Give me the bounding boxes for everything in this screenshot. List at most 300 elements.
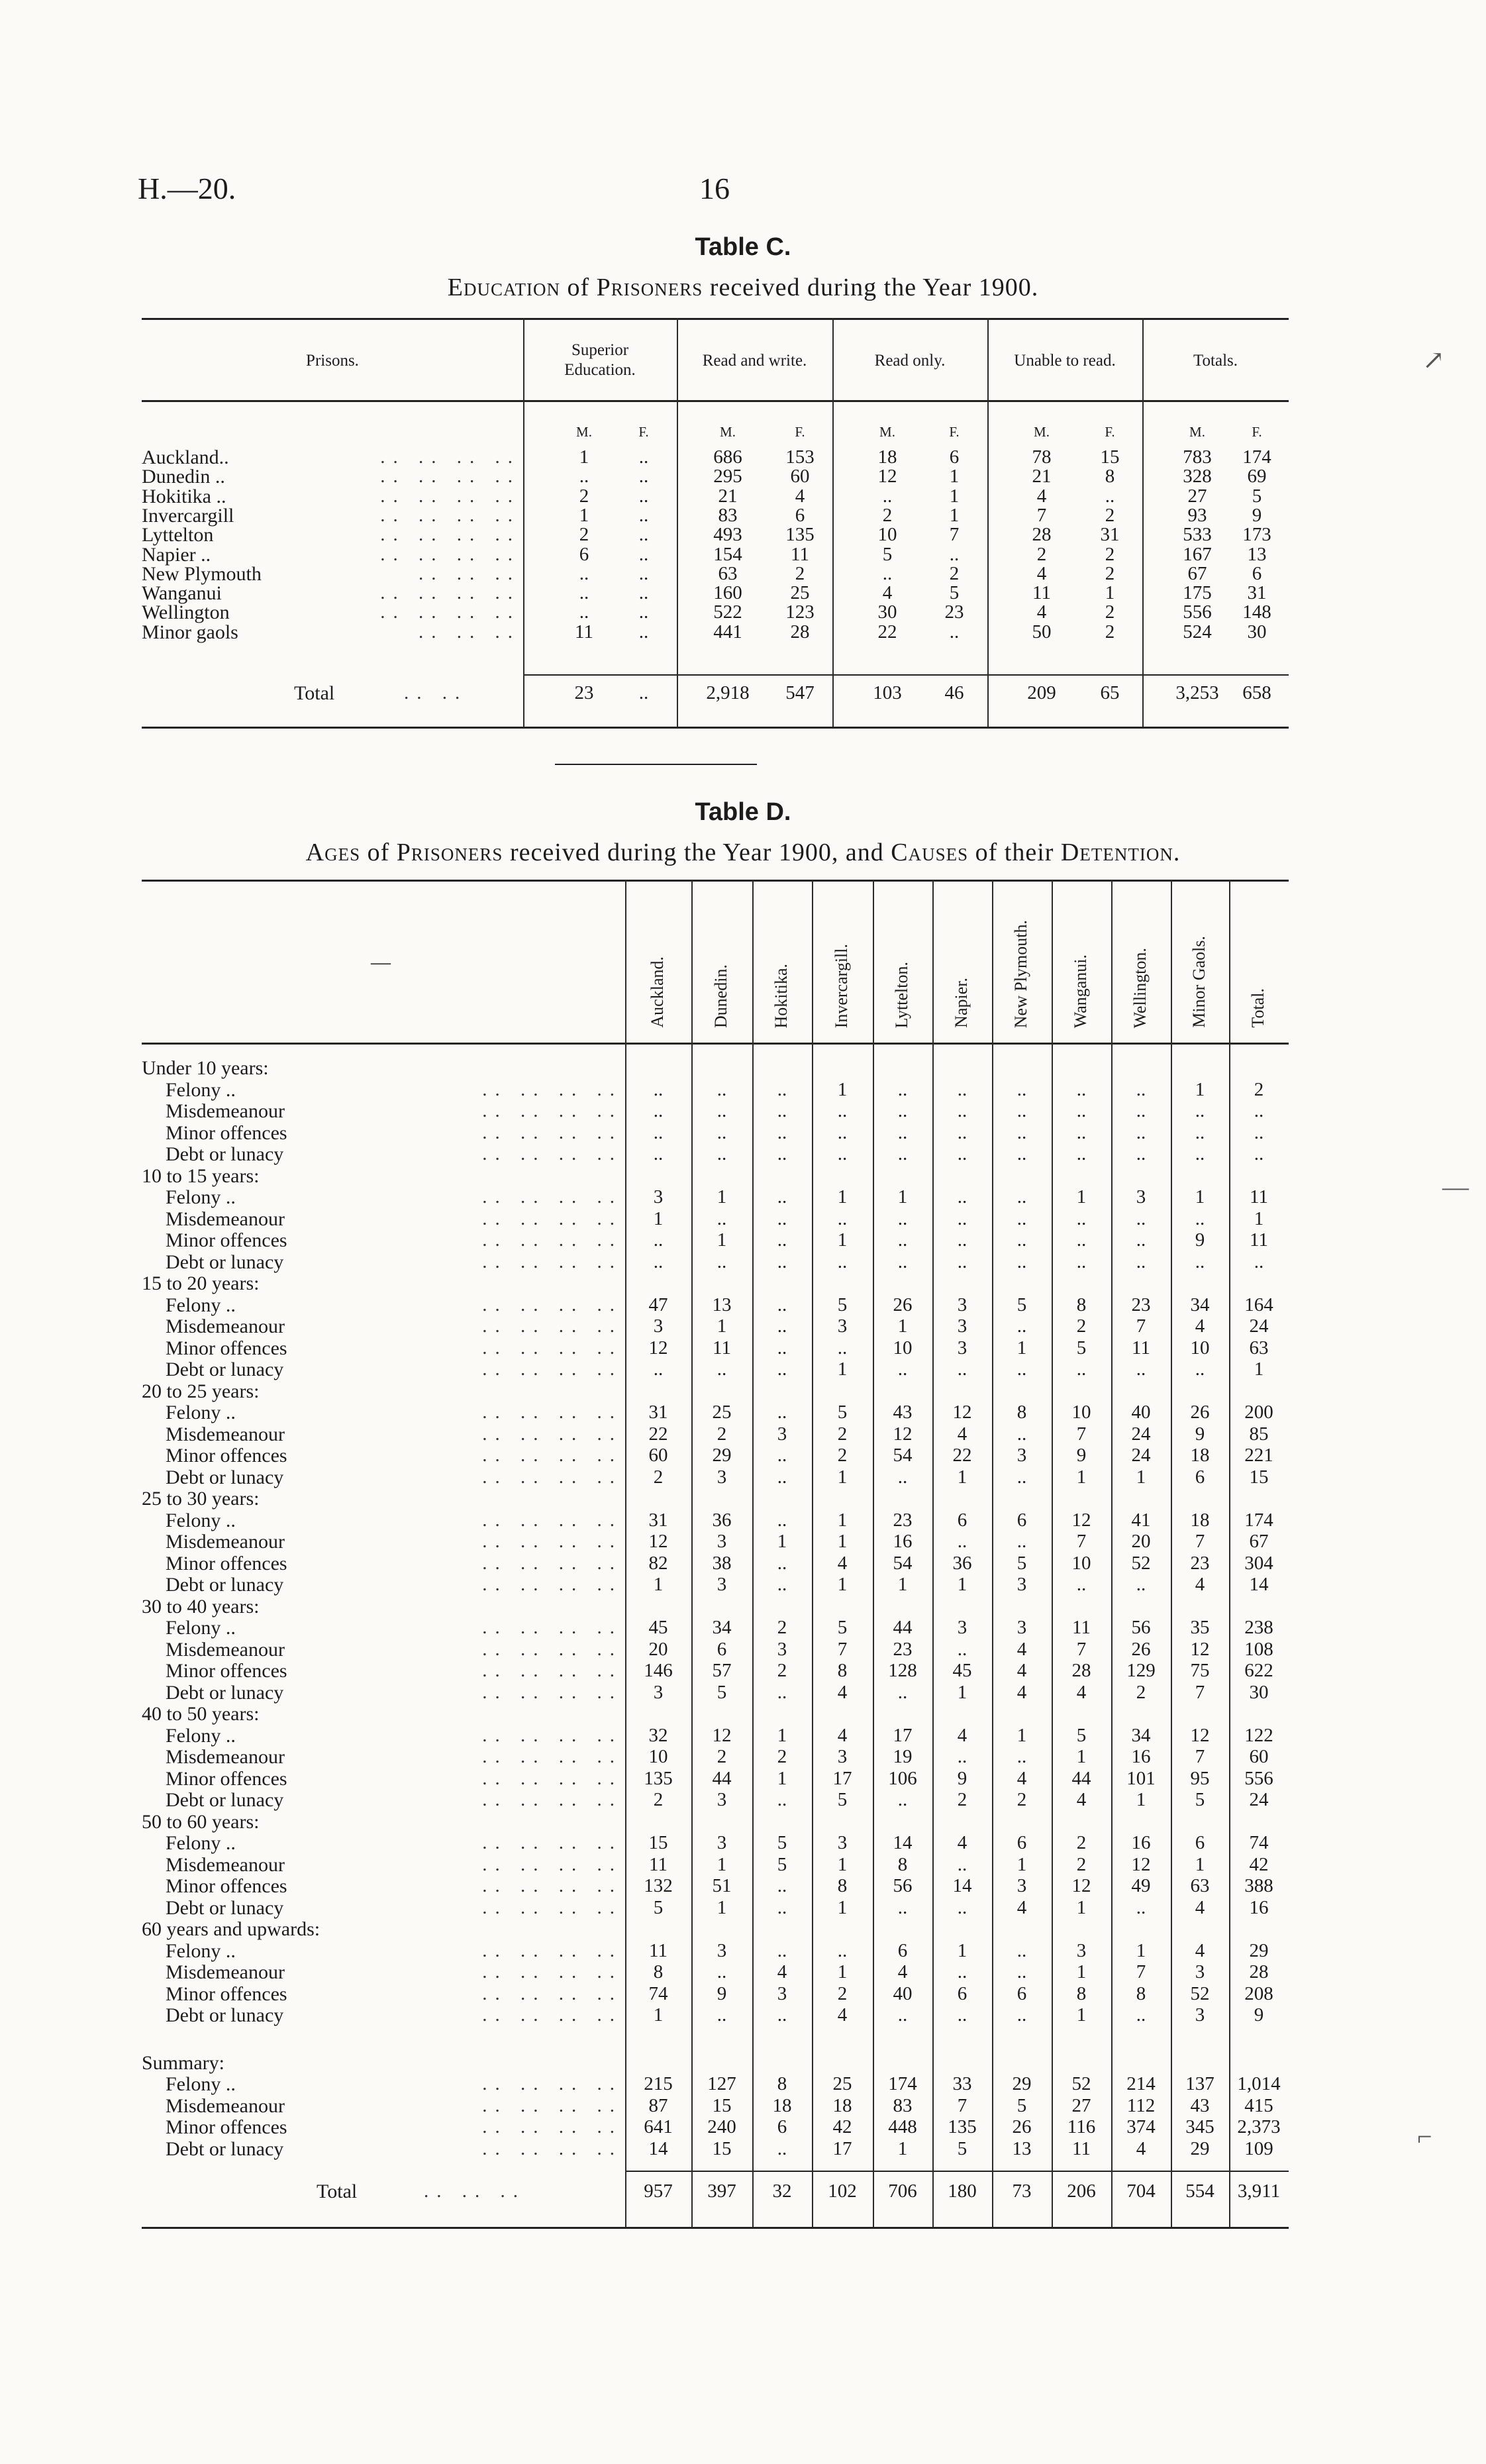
table-c-value: .. (638, 446, 649, 468)
table-d-value: 2 (777, 1660, 787, 1681)
table-d-value: 1 (1016, 1853, 1027, 1875)
table-d-value: 12 (1131, 1853, 1151, 1875)
table-c-value: 67 (1187, 562, 1207, 584)
table-d-total-value: 554 (1185, 2181, 1214, 2202)
table-c-value: 4 (1036, 601, 1047, 623)
table-d-value: 12 (712, 1724, 732, 1746)
table-d-total-value: 180 (948, 2181, 977, 2202)
table-c-value: 30 (877, 601, 897, 623)
table-d-offence-label: Misdemeanour (166, 1961, 285, 1983)
table-d-value: 106 (888, 1767, 917, 1789)
table-d-value: 52 (1190, 1982, 1210, 2004)
table-d-value: 45 (648, 1617, 668, 1638)
table-d-value: 26 (1012, 2116, 1032, 2137)
table-d-value: 56 (893, 1875, 913, 1896)
table-d-leader-dots: .. .. .. .. (482, 1100, 622, 1121)
table-d-value: 10 (893, 1337, 913, 1359)
table-d-leader-dots: .. .. .. .. (482, 1337, 622, 1359)
table-d-value: 1 (957, 1681, 967, 1703)
table-d-value: 8 (653, 1961, 664, 1982)
table-d-total-value: 704 (1126, 2181, 1156, 2202)
table-d-value: 4 (837, 1681, 848, 1703)
table-d-value: .. (957, 1186, 967, 1207)
table-c-value: 31 (1247, 582, 1267, 604)
table-c-value: 6 (949, 446, 960, 468)
table-d-value: 12 (1190, 1724, 1210, 1746)
table-d-value: .. (777, 1229, 787, 1251)
table-d-value: .. (837, 1143, 848, 1164)
table-c-value: 2 (882, 504, 893, 526)
table-c-total-value: 2,918 (706, 682, 750, 703)
table-d-value: .. (717, 1207, 727, 1229)
table-d-value: 1 (837, 1186, 848, 1207)
table-d-value: .. (897, 1229, 908, 1251)
table-d-value: .. (777, 1445, 787, 1466)
table-d-offence-label: Minor offences (166, 1552, 287, 1574)
table-d-leader-dots: .. .. .. .. (482, 1853, 622, 1875)
table-d-value: 5 (837, 1294, 848, 1315)
table-d-value: 1 (717, 1186, 727, 1207)
table-d-leader-dots: .. .. .. .. (482, 2137, 622, 2159)
table-d-value: 4 (837, 1724, 848, 1746)
table-d-value: .. (837, 1251, 848, 1272)
table-c-value: 25 (790, 582, 810, 604)
table-c-value: 2 (949, 562, 960, 584)
table-d-value: 11 (1250, 1186, 1268, 1207)
table-d-value: 415 (1244, 2094, 1273, 2116)
table-d-age-group: 25 to 30 years: (142, 1488, 260, 1510)
table-d-value: .. (777, 1100, 787, 1121)
table-d-value: 42 (1249, 1853, 1269, 1875)
table-d-leader-dots: .. .. .. .. (482, 1617, 622, 1638)
table-d-value: 19 (893, 1746, 913, 1767)
table-c-value: .. (638, 466, 649, 488)
table-d-value: 74 (648, 1982, 668, 2004)
table-d-value: 23 (893, 1638, 913, 1660)
table-d-value: 3 (837, 1832, 848, 1853)
table-d-leader-dots: .. .. .. .. (482, 1251, 622, 1272)
table-d-value: .. (897, 1681, 908, 1703)
table-c-value: 1 (949, 485, 960, 507)
table-d-value: 3 (717, 1939, 727, 1961)
table-d-value: 6 (897, 1939, 908, 1961)
table-d-total-value: 32 (772, 2181, 792, 2202)
table-d-value: 75 (1190, 1660, 1210, 1681)
table-d-value: 108 (1244, 1638, 1273, 1660)
table-d-leader-dots: .. .. .. .. (482, 1724, 622, 1746)
table-d-value: 1 (837, 1853, 848, 1875)
table-d-value: .. (1076, 1100, 1087, 1121)
table-d-value: .. (777, 1294, 787, 1315)
table-d-value: 1 (1076, 1186, 1087, 1207)
table-d-value: 3 (717, 1574, 727, 1595)
table-d-value: 9 (1254, 2004, 1264, 2026)
table-c-value: 2 (1105, 543, 1115, 565)
table-d-value: 7 (837, 1638, 848, 1660)
table-d-value: 4 (837, 2004, 848, 2026)
table-d-value: 1 (957, 1466, 967, 1488)
table-c-value: 123 (785, 601, 815, 623)
table-d-column-header: Auckland. (648, 956, 667, 1028)
table-d-total-value: 3,911 (1237, 2181, 1281, 2202)
table-d-value: 6 (1016, 1982, 1027, 2004)
table-d-value: .. (957, 1531, 967, 1552)
table-d-value: .. (897, 1143, 908, 1164)
table-d-value: 2 (717, 1746, 727, 1767)
table-c-value: .. (579, 601, 589, 623)
table-d-header-rule (142, 1043, 1289, 1045)
table-d-value: .. (717, 1359, 727, 1380)
table-c-prison-name: Hokitika .. (142, 485, 226, 507)
table-d-value: 25 (712, 1402, 732, 1423)
table-d-value: .. (777, 1121, 787, 1143)
table-d-value: .. (1016, 1746, 1027, 1767)
table-d-value: .. (1136, 1574, 1146, 1595)
table-c-value: .. (638, 524, 649, 546)
table-d-value: 5 (1076, 1724, 1087, 1746)
table-d-value: 1 (837, 1359, 848, 1380)
table-d-value: 38 (712, 1552, 732, 1574)
table-d-value: 4 (1195, 1315, 1205, 1337)
table-d-value: 1 (837, 1466, 848, 1488)
table-c-value: 295 (713, 466, 742, 488)
table-d-offence-label: Misdemeanour (166, 2094, 285, 2117)
table-c-header-read-write: Read and write. (702, 352, 807, 370)
table-c-value: 63 (718, 562, 738, 584)
table-d-value: 22 (648, 1423, 668, 1445)
table-d-value: 14 (893, 1832, 913, 1853)
table-d-value: .. (653, 1359, 664, 1380)
table-d-offence-label: Debt or lunacy (166, 1896, 284, 1919)
table-d-value: 4 (1136, 2137, 1146, 2159)
table-d-value: 5 (1195, 1789, 1205, 1810)
table-d-value: 1 (837, 1509, 848, 1531)
table-d-value: 11 (1072, 1617, 1091, 1638)
table-c-value: 60 (790, 466, 810, 488)
table-c-leader-dots: .. .. .. .. (380, 446, 520, 468)
table-d-value: .. (653, 1121, 664, 1143)
table-d-value: 132 (644, 1875, 673, 1896)
table-d-value: .. (1016, 1186, 1027, 1207)
table-c-caption: Education of Prisoners received during the Year 1900. (447, 274, 1039, 301)
table-d-value: 20 (1131, 1531, 1151, 1552)
table-c-value: 12 (877, 466, 897, 488)
table-d-age-group: 30 to 40 years: (142, 1595, 260, 1617)
table-d-value: 43 (893, 1402, 913, 1423)
table-d-value: .. (1254, 1100, 1264, 1121)
table-c-value: 1 (949, 504, 960, 526)
table-d-value: 25 (832, 2073, 852, 2094)
table-d-column-header: Total. (1248, 988, 1267, 1028)
table-c-value: 2 (1036, 543, 1047, 565)
table-c-header-unable: Unable to read. (1014, 352, 1116, 370)
table-d-value: .. (1016, 1100, 1027, 1121)
table-d-value: 83 (893, 2094, 913, 2116)
table-d-offence-label: Misdemeanour (166, 1315, 285, 1337)
table-c-value: 78 (1032, 446, 1052, 468)
table-d-offence-label: Debt or lunacy (166, 1574, 284, 1596)
table-d-value: 5 (777, 1832, 787, 1853)
table-d-value: 116 (1067, 2116, 1096, 2137)
table-c-mf-label: M. (576, 424, 592, 440)
table-d-total-value: 73 (1012, 2181, 1032, 2202)
table-c-leader-dots: .. .. .. .. (380, 504, 520, 526)
table-c-mf-label: M. (1034, 424, 1050, 440)
table-d-total-label: Total (317, 2181, 358, 2202)
table-d-value: .. (897, 1466, 908, 1488)
table-d-value: .. (1016, 1229, 1027, 1251)
table-c-header-prisons: Prisons. (306, 352, 359, 370)
table-d-age-group: Under 10 years: (142, 1057, 269, 1079)
table-d-value: 11 (649, 1939, 668, 1961)
table-d-value: 2 (1076, 1853, 1087, 1875)
table-d-value: 3 (1076, 1939, 1087, 1961)
table-d-value: 8 (777, 2073, 787, 2094)
table-d-total-value: 206 (1067, 2181, 1096, 2202)
table-c-value: 10 (877, 524, 897, 546)
table-d-leader-dots: .. .. .. .. (482, 1939, 622, 1961)
table-c-mf-label: F. (949, 424, 960, 440)
table-c-value: 18 (877, 446, 897, 468)
table-c-value: .. (579, 562, 589, 584)
table-d-value: .. (717, 1100, 727, 1121)
table-c-leader-dots: .. .. (404, 682, 468, 703)
table-d-column-header: Invercargill. (832, 943, 851, 1028)
table-d-value: 29 (1190, 2137, 1210, 2159)
table-d-value: .. (897, 1207, 908, 1229)
table-c-mf-label: M. (720, 424, 736, 440)
table-d-value: 3 (653, 1315, 664, 1337)
table-d-leader-dots: .. .. .. .. (482, 2004, 622, 2026)
table-d-value: .. (1016, 1359, 1027, 1380)
table-d-value: .. (1136, 1100, 1146, 1121)
table-c-value: 135 (785, 524, 815, 546)
table-d-value: 101 (1126, 1767, 1156, 1789)
table-c-prison-name: Auckland.. (142, 446, 229, 468)
table-d-leader-dots: .. .. .. .. (482, 1509, 622, 1531)
table-c-value: 686 (713, 446, 742, 468)
table-d-value: 2 (777, 1617, 787, 1638)
table-d-value: 6 (1195, 1466, 1205, 1488)
table-c-value: 2 (1105, 562, 1115, 584)
table-d-value: 240 (707, 2116, 736, 2137)
table-d-value: 23 (1131, 1294, 1151, 1315)
table-c-total-rule (523, 674, 1289, 676)
table-d-value: 3 (837, 1315, 848, 1337)
table-c-value: 13 (1247, 543, 1267, 565)
table-c-value: 493 (713, 524, 742, 546)
table-c-value: .. (1105, 485, 1115, 507)
table-d-value: 9 (957, 1767, 967, 1789)
table-d-value: 3 (957, 1337, 967, 1359)
table-c-value: 15 (1100, 446, 1120, 468)
table-c-value: 31 (1100, 524, 1120, 546)
table-d-value: 5 (1016, 1294, 1027, 1315)
table-d-value: 54 (893, 1445, 913, 1466)
table-d-value: 29 (1249, 1939, 1269, 1961)
table-d-value: 9 (1076, 1445, 1087, 1466)
table-d-value: 12 (893, 1423, 913, 1445)
table-d-leader-dots: .. .. .. .. (482, 2116, 622, 2137)
table-c-value: .. (949, 621, 960, 642)
table-d-value: .. (1195, 1359, 1205, 1380)
table-d-value: 17 (893, 1724, 913, 1746)
table-c-prison-name: Minor gaols (142, 621, 238, 643)
table-d-value: 15 (1249, 1466, 1269, 1488)
table-d-value: 1 (777, 1724, 787, 1746)
table-c-mf-label: F. (638, 424, 649, 440)
table-c-value: .. (949, 543, 960, 565)
table-d-value: .. (1016, 1423, 1027, 1445)
table-d-leader-dots: .. .. .. .. (482, 2094, 622, 2116)
table-d-value: 1 (1076, 2004, 1087, 2026)
table-d-age-group: Summary: (142, 2051, 224, 2074)
table-d-value: 4 (1195, 1574, 1205, 1595)
table-c-value: .. (638, 582, 649, 604)
table-d-value: 1 (1016, 1724, 1027, 1746)
table-c-leader-dots: .. .. .. (419, 621, 520, 642)
table-c-value: 2 (1105, 601, 1115, 623)
table-d-value: 7 (1076, 1423, 1087, 1445)
table-c-value: .. (638, 562, 649, 584)
table-d-value: 34 (1190, 1294, 1210, 1315)
table-d-value: .. (837, 1207, 848, 1229)
table-d-value: 87 (648, 2094, 668, 2116)
table-c-value: 524 (1183, 621, 1212, 642)
table-d-value: 1 (1254, 1359, 1264, 1380)
table-d-value: .. (777, 1337, 787, 1359)
table-d-value: .. (777, 1402, 787, 1423)
table-d-offence-label: Debt or lunacy (166, 1143, 284, 1165)
table-c-value: 50 (1032, 621, 1052, 642)
table-c-value: 5 (1252, 485, 1262, 507)
table-d-offence-label: Minor offences (166, 1229, 287, 1251)
table-d-value: 42 (832, 2116, 852, 2137)
table-c-total-value: 209 (1027, 682, 1056, 703)
table-d-value: 622 (1244, 1660, 1273, 1681)
table-d-stub-header: — (371, 951, 391, 973)
table-d-value: 641 (644, 2116, 673, 2137)
table-d-value: 44 (1071, 1767, 1091, 1789)
table-d-value: 74 (1249, 1832, 1269, 1853)
table-d-offence-label: Debt or lunacy (166, 1466, 284, 1488)
table-c-value: 6 (579, 543, 589, 565)
table-c-value: 28 (1032, 524, 1052, 546)
table-d-value: .. (777, 1875, 787, 1896)
table-d-value: 8 (1076, 1294, 1087, 1315)
table-d-value: .. (897, 1121, 908, 1143)
table-c-value: .. (579, 466, 589, 488)
table-c-value: 153 (785, 446, 815, 468)
table-d-value: 3 (1016, 1445, 1027, 1466)
table-d-value: 388 (1244, 1875, 1273, 1896)
table-d-value: 1 (1195, 1078, 1205, 1100)
table-d-value: 20 (648, 1638, 668, 1660)
table-d-value: 1 (837, 1896, 848, 1918)
table-c-value: 5 (949, 582, 960, 604)
table-d-value: .. (717, 1078, 727, 1100)
table-d-value: 7 (1136, 1315, 1146, 1337)
table-d-value: 1 (897, 1186, 908, 1207)
table-d-value: 11 (1250, 1229, 1268, 1251)
table-c-prison-name: Napier .. (142, 543, 211, 566)
table-d-column-header: New Plymouth. (1011, 919, 1030, 1028)
table-c-prison-name: Dunedin .. (142, 466, 225, 488)
table-d-value: 3 (1195, 2004, 1205, 2026)
table-d-value: 4 (777, 1961, 787, 1982)
table-d-value: .. (897, 1896, 908, 1918)
table-d-value: 36 (712, 1509, 732, 1531)
table-d-value: 95 (1190, 1767, 1210, 1789)
table-d-leader-dots: .. .. .. .. (482, 1294, 622, 1315)
table-d-value: 345 (1185, 2116, 1214, 2137)
table-d-value: 1 (897, 1315, 908, 1337)
table-d-value: 4 (1016, 1767, 1027, 1789)
table-d-value: .. (1076, 1121, 1087, 1143)
table-d-value: 1 (1136, 1789, 1146, 1810)
table-d-leader-dots: .. .. .. .. (482, 1466, 622, 1488)
table-d-value: .. (957, 1143, 967, 1164)
table-d-value: 221 (1244, 1445, 1273, 1466)
table-d-bottom-rule (142, 2227, 1289, 2229)
scan-mark: ⌐ (1417, 2122, 1432, 2151)
table-c-title: Table C. (695, 233, 791, 261)
table-d-value: 16 (1249, 1896, 1269, 1918)
table-d-value: .. (897, 1078, 908, 1100)
table-d-value: 3 (777, 1423, 787, 1445)
table-d-value: .. (837, 1939, 848, 1961)
table-d-column-header: Wanganui. (1071, 954, 1090, 1028)
table-d-value: .. (777, 1574, 787, 1595)
table-d-value: .. (957, 1207, 967, 1229)
table-d-value: .. (777, 1143, 787, 1164)
table-c-value: 2 (579, 524, 589, 546)
table-d-value: 4 (1016, 1660, 1027, 1681)
table-d-value: 40 (1131, 1402, 1151, 1423)
table-d-value: 556 (1244, 1767, 1273, 1789)
table-d-offence-label: Misdemeanour (166, 1531, 285, 1553)
table-d-value: .. (1016, 1207, 1027, 1229)
table-d-value: .. (957, 1638, 967, 1660)
table-d-value: 5 (837, 1617, 848, 1638)
table-d-value: 1 (1076, 1466, 1087, 1488)
table-d-value: 200 (1244, 1402, 1273, 1423)
table-d-value: 44 (893, 1617, 913, 1638)
table-c-leader-dots: .. .. .. .. (380, 582, 520, 604)
table-d-value: 2 (1076, 1832, 1087, 1853)
table-d-value: .. (897, 1251, 908, 1272)
table-d-age-group: 40 to 50 years: (142, 1703, 260, 1725)
table-d-offence-label: Felony .. (166, 1078, 236, 1101)
table-d-value: 6 (1195, 1832, 1205, 1853)
table-d-value: .. (1136, 1251, 1146, 1272)
table-c-header-totals: Totals. (1193, 352, 1238, 370)
table-d-value: 137 (1185, 2073, 1214, 2094)
table-d-value: 17 (832, 2137, 852, 2159)
table-d-leader-dots: .. .. .. .. (482, 1078, 622, 1100)
table-c-value: 167 (1183, 543, 1212, 565)
table-c-value: 30 (1247, 621, 1267, 642)
table-d-leader-dots: .. .. .. .. (482, 1445, 622, 1466)
table-d-value: .. (1076, 1574, 1087, 1595)
table-c-value: 4 (1036, 485, 1047, 507)
table-c-value: 4 (795, 485, 805, 507)
table-d-value: 10 (1071, 1552, 1091, 1574)
table-d-value: .. (777, 1789, 787, 1810)
table-c-value: 1 (579, 504, 589, 526)
table-d-top-rule (142, 880, 1289, 882)
table-d-value: 174 (888, 2073, 917, 2094)
